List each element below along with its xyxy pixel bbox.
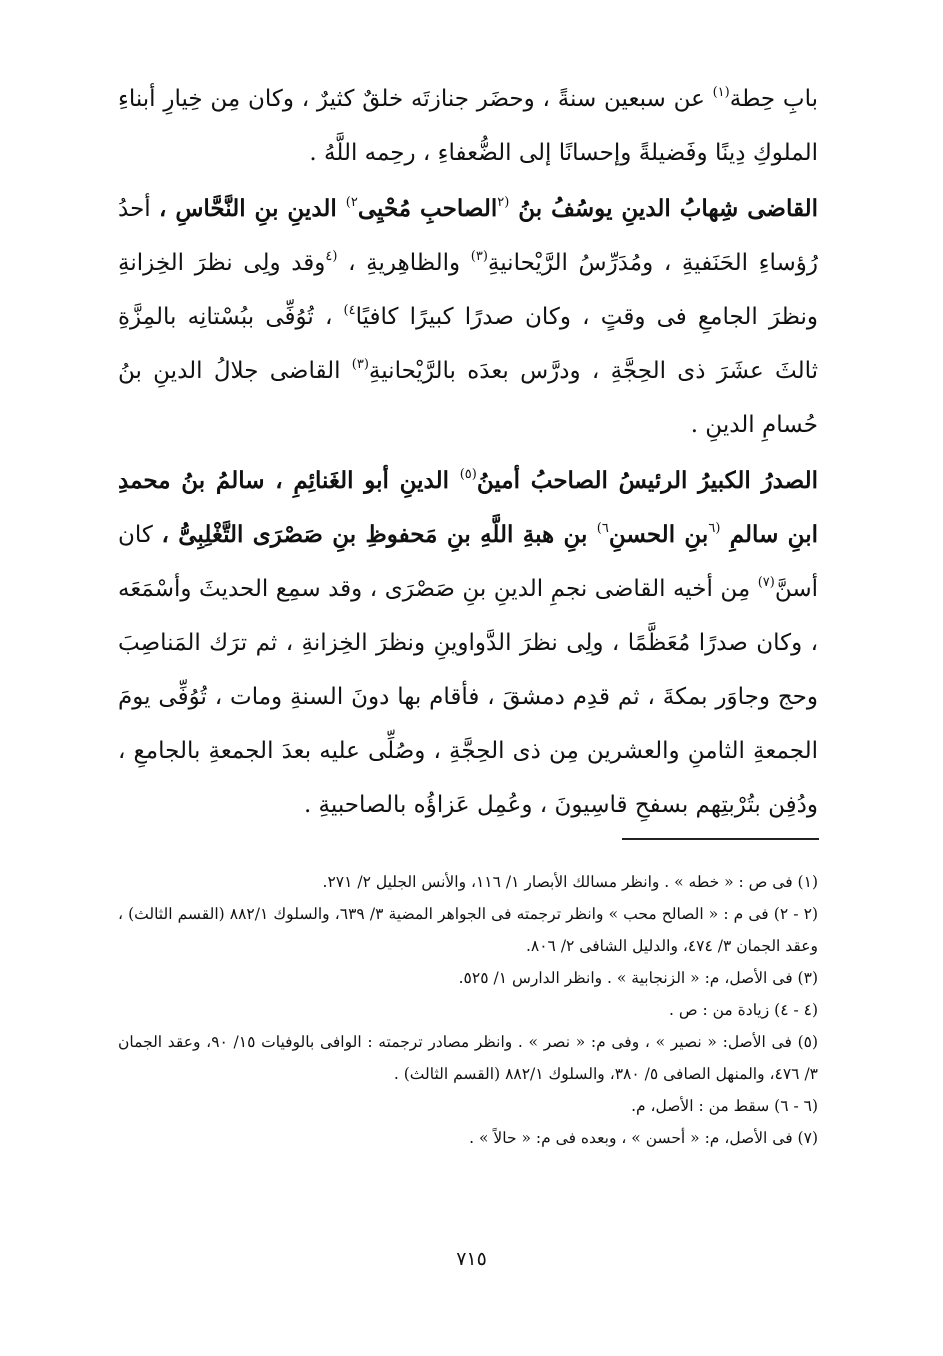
- footnote-marker: (١): [712, 85, 730, 100]
- page-number: ٧١٥: [456, 1248, 487, 1270]
- bold-text-run: القاضى شِهابُ الدينِ يوسُفُ بنُ: [509, 195, 818, 222]
- footnote-marker: (٦: [708, 521, 721, 536]
- text-run: بابِ حِطة: [729, 86, 818, 112]
- footnote-marker: (٢: [497, 195, 510, 210]
- text-run: أحدُ رُؤساءِ الحَنَفيةِ ، ومُدَرِّسُ الرَّيْحانيةِ: [118, 196, 818, 276]
- text-run: ، تُوُفِّى ببُسْتانِه بالمِزَّةِ ثالثَ عشَرَ ذى الحِجَّةِ ، ودرَّس بعدَه بالرَّيْحانيةِ: [118, 304, 818, 384]
- footnote-separator: [622, 838, 819, 840]
- footnote-marker: ٤): [343, 303, 356, 318]
- footnote-marker: (٥): [459, 467, 477, 482]
- bold-text-run: الدينِ بنِ النَّحَّاسِ ،: [158, 195, 346, 222]
- footnote-6: (٦ - ٦) سقط من : الأصل، م.: [631, 1097, 818, 1115]
- footnote-5: (٥) فى الأصل: « نصير » ، وفى م: « نصر » . وانظر مصادر ترجمته : الوافى بالوفيات ١٥/ ٩٠، وعقد الجمان ٣/ ٤٧٦، والمنهل الصافى ٥/ ٣٨٠، والسلوك ٨٨٢/١ (القسم الثالث) .: [118, 1033, 819, 1083]
- footnote-4: (٤ - ٤) زيادة من : ص .: [668, 1001, 818, 1019]
- text-run: والظاهِريةِ ،: [337, 250, 471, 276]
- bold-text-run: بنِ هبةِ اللَّهِ بنِ مَحفوظِ بنِ صَصْرَى التَّغْلِبِىُّ ،: [161, 521, 597, 548]
- text-run: مِن أخيه القاضى نجمِ الدينِ بنِ صَصْرَى ، وقد سمِع الحديثَ وأسْمَعَه ، وكان صدرًا مُعَظَّمًا ، ولِى نظرَ الدَّواوينِ ونظرَ الخِزانةِ ، ثم ترَك المَناصِبَ وحج وجاوَر بمكةَ ، ثم قدِم دمشقَ ، فأقام بها دونَ السنةِ ومات ، تُوُفِّى يومَ الجمعةِ الثامنِ والعشرين مِن ذى الحِجَّةِ ، وصُلِّى عليه بعدَ الجمعةِ بالجامعِ ، ودُفِن بتُرْبتِهم بسفحِ قاسِيونَ ، وعُمِل عَزاؤُه بالصاحبيةِ .: [118, 576, 818, 818]
- footnote-marker: (٣): [470, 249, 488, 264]
- bold-text-run: الدينِ أبو الغَنائِمِ ، سالمُ بنُ محمدِ ابنِ سالمِ: [118, 467, 818, 548]
- footnote-marker: (٣): [351, 357, 369, 372]
- text-run: وقد ولِى نظرَ الخِزانةِ ونظرَ الجامعِ فى وقتٍ ، وكان صدرًا كبيرًا كافيًا: [118, 250, 818, 330]
- footnote-marker: (٤: [325, 249, 338, 264]
- footnote-3: (٣) فى الأصل، م: « الزنجابية » . وانظر الدارس ١/ ٥٢٥.: [458, 969, 818, 987]
- footnote-7: (٧) فى الأصل، م: « أحسن » ، وبعده فى م: « حالاً » .: [469, 1129, 818, 1147]
- footnotes: [118, 866, 818, 1154]
- footnote-marker: ٢): [345, 195, 358, 210]
- text-run: كان أسنَّ: [118, 522, 818, 602]
- main-text: [118, 72, 818, 832]
- footnote-marker: ٦): [596, 521, 609, 536]
- footnote-1: (١) فى ص : « خطه » . وانظر مسالك الأبصار ١/ ١١٦، والأنس الجليل ٢/ ٢٧١.: [322, 873, 818, 891]
- paragraph-2: [118, 182, 818, 452]
- paragraph-3: [118, 454, 818, 832]
- footnote-marker: (٧): [757, 575, 775, 590]
- bold-text-run: الصاحبِ مُحْيِى: [357, 195, 498, 222]
- footnote-2: (٢ - ٢) فى م : « الصالح محب » وانظر ترجمته فى الجواهر المضية ٣/ ٦٣٩، والسلوك ٨٨٢/١ (القسم الثالث) ، وعقد الجمان ٣/ ٤٧٤، والدليل الشافى ٢/ ٨٠٦.: [118, 905, 818, 955]
- text-run: عن سبعين سنةً ، وحضَر جنازتَه خلقٌ كثيرٌ ، وكان مِن خِيارِ أبناءِ الملوكِ دِينًا وفَضيلةً وإحسانًا إلى الضُّعفاءِ ، رحِمه اللَّهُ .: [118, 86, 818, 166]
- bold-text-run: الصدرُ الكبيرُ الرئيسُ الصاحبُ أمينُ: [476, 467, 818, 494]
- paragraph-1: [118, 72, 818, 180]
- bold-text-run: بنِ الحسنِ: [608, 521, 709, 548]
- text-run: القاضى جلالُ الدينِ بنُ حُسامِ الدينِ .: [118, 358, 818, 438]
